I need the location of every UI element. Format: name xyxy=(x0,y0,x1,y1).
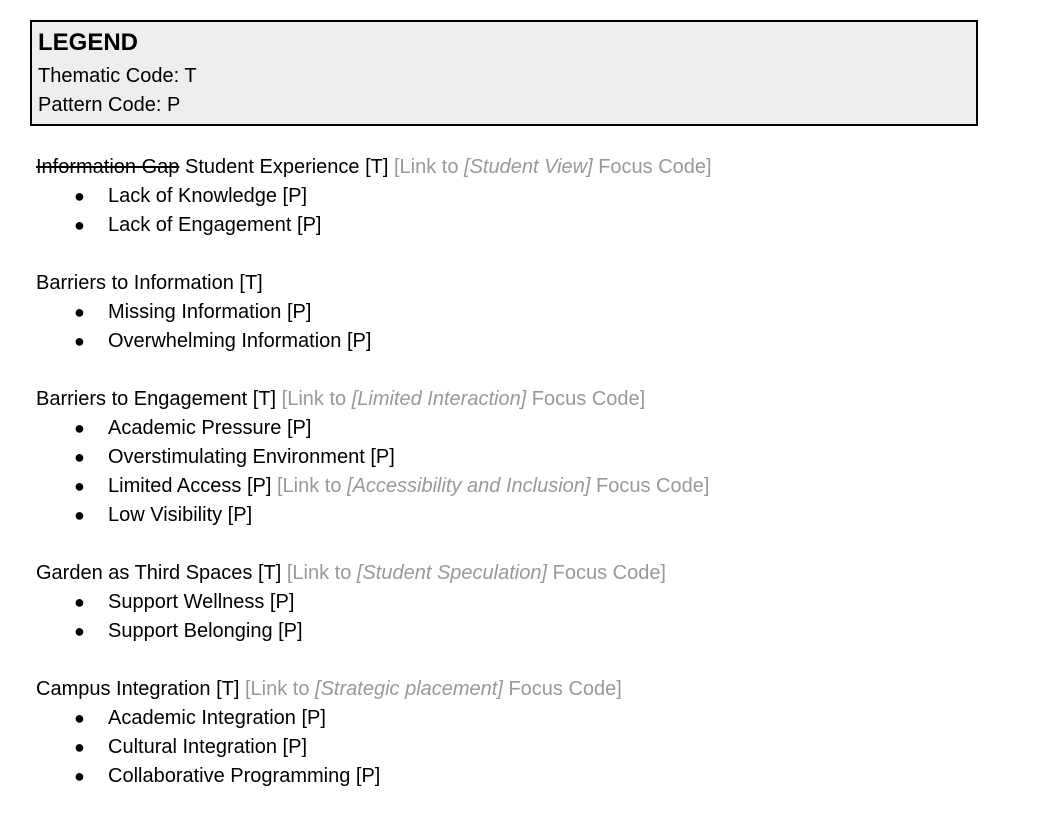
bullet-icon: ● xyxy=(74,186,85,206)
focus-code-target: [Accessibility and Inclusion] xyxy=(347,475,591,497)
codebook xyxy=(36,153,1026,791)
theme-heading xyxy=(36,559,1026,588)
pattern-item: ● Support Belonging [P] xyxy=(36,617,1026,646)
legend-thematic-code: Thematic Code: T xyxy=(38,65,197,87)
pattern-list xyxy=(36,414,1026,530)
theme-label: Garden as Third Spaces [T] xyxy=(36,562,287,584)
pattern-list xyxy=(36,182,1026,240)
legend-pattern-code: Pattern Code: P xyxy=(38,94,181,116)
bullet-icon: ● xyxy=(74,418,85,438)
theme-label: Campus Integration [T] xyxy=(36,678,245,700)
bullet-icon: ● xyxy=(74,331,85,351)
pattern-item: ● Lack of Engagement [P] xyxy=(36,211,1026,240)
pattern-item: ● Overstimulating Environment [P] xyxy=(36,443,1026,472)
theme-heading xyxy=(36,153,1026,182)
bullet-icon: ● xyxy=(74,505,85,525)
bullet-icon: ● xyxy=(74,592,85,612)
theme-label: Barriers to Information [T] xyxy=(36,272,263,294)
bullet-icon: ● xyxy=(74,215,85,235)
pattern-item: ● Lack of Knowledge [P] xyxy=(36,182,1026,211)
pattern-item: ● Low Visibility [P] xyxy=(36,501,1026,530)
pattern-item: ● Support Wellness [P] xyxy=(36,588,1026,617)
bullet-icon: ● xyxy=(74,766,85,786)
pattern-item: ● Overwhelming Information [P] xyxy=(36,327,1026,356)
focus-code-target: [Strategic placement] xyxy=(315,678,503,700)
bullet-icon: ● xyxy=(74,447,85,467)
pattern-item: ● Cultural Integration [P] xyxy=(36,733,1026,762)
focus-code-target: [Student Speculation] xyxy=(356,562,548,584)
bullet-icon: ● xyxy=(74,708,85,728)
pattern-list xyxy=(36,704,1026,791)
focus-code-link[interactable]: [Link to [Accessibility and Inclusion] Focus Code] xyxy=(276,475,710,497)
pattern-item: ● Collaborative Programming [P] xyxy=(36,762,1026,791)
pattern-item: ● Limited Access [P] [Link to [Accessibility and Inclusion] Focus Code] xyxy=(36,472,1026,501)
bullet-icon: ● xyxy=(74,476,85,496)
focus-code-target: [Student View] xyxy=(464,156,593,178)
theme-label: Barriers to Engagement [T] xyxy=(36,388,282,410)
focus-code-link[interactable]: [Link to [Student Speculation] Focus Code] xyxy=(286,562,666,584)
pattern-list xyxy=(36,298,1026,356)
pattern-item: ● Academic Integration [P] xyxy=(36,704,1026,733)
pattern-item: ● Academic Pressure [P] xyxy=(36,414,1026,443)
bullet-icon: ● xyxy=(74,621,85,641)
focus-code-link[interactable]: [Link to [Strategic placement] Focus Code] xyxy=(244,678,622,700)
focus-code-target: [Limited Interaction] xyxy=(351,388,527,410)
theme-heading xyxy=(36,675,1026,704)
theme-label: Student Experience [T] xyxy=(179,156,394,178)
legend-title: LEGEND xyxy=(38,29,139,56)
focus-code-link[interactable]: [Link to [Limited Interaction] Focus Code] xyxy=(281,388,646,410)
legend-box xyxy=(30,20,978,126)
struck-theme-name: Information Gap xyxy=(36,156,180,178)
bullet-icon: ● xyxy=(74,737,85,757)
focus-code-link[interactable]: [Link to [Student View] Focus Code] xyxy=(393,156,712,178)
pattern-list xyxy=(36,588,1026,646)
bullet-icon: ● xyxy=(74,302,85,322)
pattern-item: ● Missing Information [P] xyxy=(36,298,1026,327)
theme-heading xyxy=(36,269,1026,298)
theme-heading xyxy=(36,385,1026,414)
